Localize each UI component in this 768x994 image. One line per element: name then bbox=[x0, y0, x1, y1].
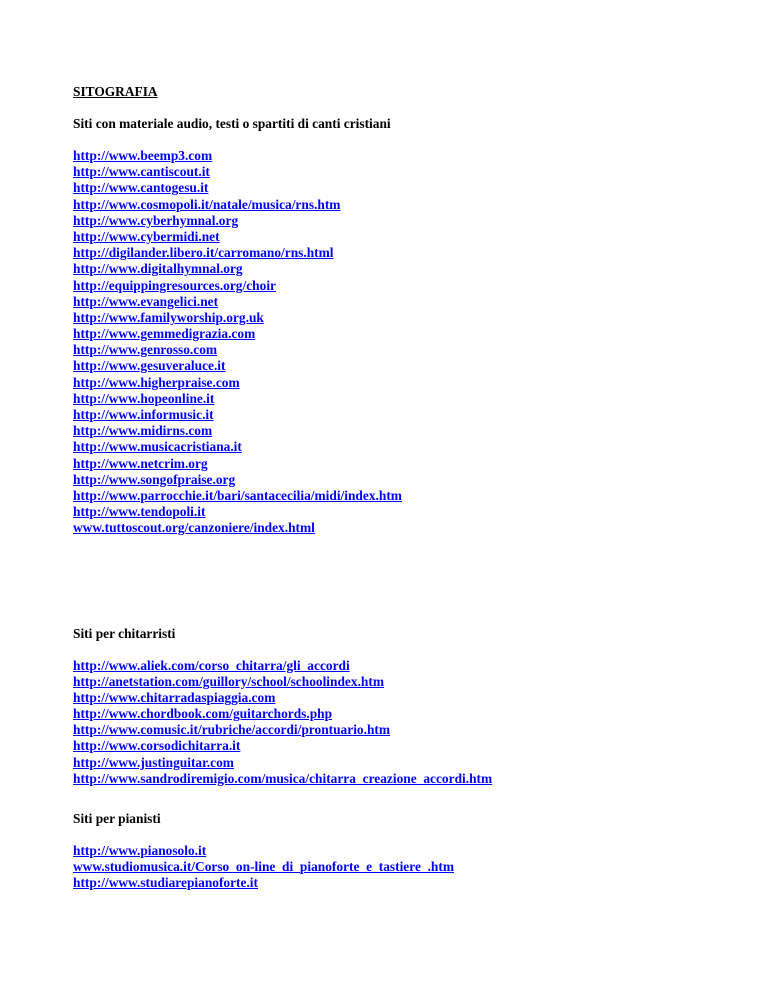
site-link[interactable]: http://www.cyberhymnal.org bbox=[73, 212, 239, 228]
site-link[interactable]: http://www.justinguitar.com bbox=[73, 754, 234, 770]
link-item bbox=[73, 197, 733, 213]
document-page bbox=[73, 84, 733, 892]
section-chitarristi bbox=[73, 626, 733, 788]
section-heading: Siti con materiale audio, testi o spartiti di canti cristiani bbox=[73, 116, 391, 131]
section-heading: Siti per pianisti bbox=[73, 811, 161, 826]
site-link[interactable]: http://www.tendopoli.it bbox=[73, 504, 206, 520]
link-item bbox=[73, 375, 733, 391]
link-item bbox=[73, 213, 733, 229]
link-item bbox=[73, 771, 733, 787]
site-link[interactable]: http://www.sandrodiremigio.com/musica/chitarra_creazione_accordi.htm bbox=[73, 770, 493, 786]
link-item bbox=[73, 326, 733, 342]
site-link[interactable]: http://www.studiarepianoforte.it bbox=[73, 875, 258, 891]
site-link[interactable]: http://www.corsodichitarra.it bbox=[73, 738, 241, 754]
site-link[interactable]: http://www.musicacristiana.it bbox=[73, 439, 242, 455]
link-item bbox=[73, 245, 733, 261]
site-link[interactable]: http://digilander.libero.it/carromano/rns.html bbox=[73, 245, 334, 261]
site-link[interactable]: http://www.familyworship.org.uk bbox=[73, 309, 264, 325]
link-item bbox=[73, 504, 733, 520]
site-link[interactable]: http://www.chitarradaspiaggia.com bbox=[73, 689, 276, 705]
site-link[interactable]: http://www.parrocchie.it/bari/santacecilia/midi/index.htm bbox=[73, 487, 402, 503]
site-link[interactable]: http://www.digitalhymnal.org bbox=[73, 261, 243, 277]
link-item bbox=[73, 488, 733, 504]
site-link[interactable]: http://www.aliek.com/corso_chitarra/gli_accordi bbox=[73, 657, 350, 673]
site-link[interactable]: http://www.hopeonline.it bbox=[73, 390, 215, 406]
site-link[interactable]: http://www.higherpraise.com bbox=[73, 374, 240, 390]
site-link[interactable]: http://www.songofpraise.org bbox=[73, 471, 236, 487]
site-link[interactable]: http://www.beemp3.com bbox=[73, 148, 213, 163]
link-list bbox=[73, 148, 733, 537]
site-link[interactable]: http://www.gemmedigrazia.com bbox=[73, 326, 256, 342]
link-list bbox=[73, 658, 733, 788]
link-item bbox=[73, 180, 733, 196]
link-item bbox=[73, 520, 733, 536]
site-link[interactable]: www.studiomusica.it/Corso_on-line_di_pianoforte_e_tastiere_.htm bbox=[73, 859, 454, 875]
link-item bbox=[73, 439, 733, 455]
link-item bbox=[73, 261, 733, 277]
link-item bbox=[73, 391, 733, 407]
site-link[interactable]: http://www.cybermidi.net bbox=[73, 228, 220, 244]
link-item bbox=[73, 148, 733, 164]
site-link[interactable]: http://www.genrosso.com bbox=[73, 342, 218, 358]
link-item bbox=[73, 755, 733, 771]
site-link[interactable]: http://www.chordbook.com/guitarchords.php bbox=[73, 706, 333, 722]
site-link[interactable]: http://www.midirns.com bbox=[73, 423, 213, 439]
link-item bbox=[73, 859, 733, 875]
link-item bbox=[73, 722, 733, 738]
site-link[interactable]: http://www.netcrim.org bbox=[73, 455, 208, 471]
site-link[interactable]: http://www.informusic.it bbox=[73, 407, 214, 422]
link-list bbox=[73, 843, 733, 892]
site-link[interactable]: www.tuttoscout.org/canzoniere/index.html bbox=[73, 520, 315, 536]
link-item bbox=[73, 342, 733, 358]
site-link[interactable]: http://www.pianosolo.it bbox=[73, 843, 207, 858]
link-item bbox=[73, 472, 733, 488]
site-link[interactable]: http://www.comusic.it/rubriche/accordi/prontuario.htm bbox=[73, 722, 391, 738]
site-link[interactable]: http://anetstation.com/guillory/school/schoolindex.htm bbox=[73, 673, 384, 689]
link-item bbox=[73, 407, 733, 423]
site-link[interactable]: http://www.evangelici.net bbox=[73, 293, 219, 309]
link-item bbox=[73, 358, 733, 374]
site-link[interactable]: http://www.cosmopoli.it/natale/musica/rns.htm bbox=[73, 196, 341, 212]
link-item bbox=[73, 674, 733, 690]
link-item bbox=[73, 843, 733, 859]
section-heading: Siti per chitarristi bbox=[73, 625, 176, 641]
section-pianisti bbox=[73, 811, 733, 892]
link-item bbox=[73, 278, 733, 294]
link-item bbox=[73, 875, 733, 891]
link-item bbox=[73, 658, 733, 674]
link-item bbox=[73, 164, 733, 180]
link-item bbox=[73, 423, 733, 439]
link-item bbox=[73, 456, 733, 472]
section-canti-cristiani bbox=[73, 116, 733, 537]
link-item bbox=[73, 690, 733, 706]
link-item bbox=[73, 738, 733, 754]
site-link[interactable]: http://equippingresources.org/choir bbox=[73, 277, 276, 293]
link-item bbox=[73, 706, 733, 722]
link-item bbox=[73, 229, 733, 245]
page-title: SITOGRAFIA bbox=[73, 84, 158, 99]
link-item bbox=[73, 310, 733, 326]
site-link[interactable]: http://www.gesuveraluce.it bbox=[73, 358, 226, 374]
link-item bbox=[73, 294, 733, 310]
site-link[interactable]: http://www.cantiscout.it bbox=[73, 164, 210, 180]
site-link[interactable]: http://www.cantogesu.it bbox=[73, 180, 209, 196]
